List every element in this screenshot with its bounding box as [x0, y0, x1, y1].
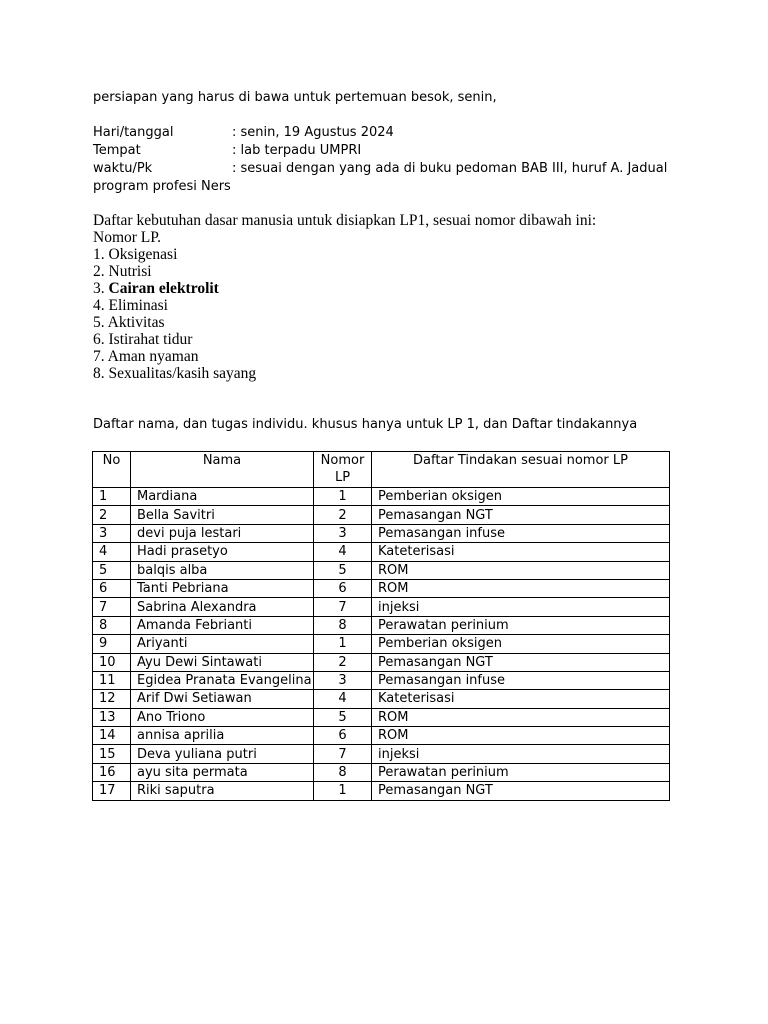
- info-row-date: [93, 124, 693, 142]
- cell-tindakan: Pemasangan infuse: [372, 671, 670, 689]
- cell-nomor-lp: 4: [314, 543, 372, 561]
- lp-item: [93, 348, 596, 365]
- cell-nomor-lp: 1: [314, 782, 372, 800]
- table-heading: Daftar nama, dan tugas individu. khusus hanya untuk LP 1, dan Daftar tindakannya: [93, 417, 638, 432]
- cell-nama: balqis alba: [131, 561, 314, 579]
- cell-nama: Hadi prasetyo: [131, 543, 314, 561]
- cell-nama: annisa aprilia: [131, 727, 314, 745]
- meeting-info: [93, 124, 693, 196]
- table-row: [93, 671, 670, 689]
- lp-item-number: 6.: [93, 331, 105, 348]
- cell-nomor-lp: 2: [314, 506, 372, 524]
- header-nomor-lp: Nomor LP: [314, 452, 372, 488]
- cell-no: 17: [93, 782, 131, 800]
- table-row: [93, 635, 670, 653]
- table-row: [93, 561, 670, 579]
- lp-subheading: Nomor LP.: [93, 229, 162, 246]
- cell-nomor-lp: 2: [314, 653, 372, 671]
- header-tindakan: Daftar Tindakan sesuai nomor LP: [372, 452, 670, 488]
- lp-item-label: Eliminasi: [108, 297, 168, 314]
- lp-item-number: 3.: [93, 280, 105, 297]
- cell-no: 9: [93, 635, 131, 653]
- cell-nomor-lp: 8: [314, 616, 372, 634]
- lp-item-number: 4.: [93, 297, 105, 314]
- cell-nomor-lp: 5: [314, 708, 372, 726]
- lp-item-label: Aktivitas: [107, 314, 165, 331]
- cell-nomor-lp: 6: [314, 579, 372, 597]
- lp-item-label: Cairan elektrolit: [108, 280, 219, 297]
- lp-item-label: Sexualitas/kasih sayang: [108, 365, 257, 382]
- intro-text: persiapan yang harus di bawa untuk pertemuan besok, senin,: [93, 90, 497, 105]
- cell-no: 11: [93, 671, 131, 689]
- cell-tindakan: Perawatan perinium: [372, 616, 670, 634]
- table-row: [93, 727, 670, 745]
- cell-no: 1: [93, 488, 131, 506]
- cell-tindakan: Pemberian oksigen: [372, 635, 670, 653]
- lp-heading: Daftar kebutuhan dasar manusia untuk disiapkan LP1, sesuai nomor dibawah ini:: [93, 212, 597, 229]
- lp-item: [93, 246, 596, 263]
- cell-tindakan: Pemasangan NGT: [372, 506, 670, 524]
- cell-nomor-lp: 7: [314, 745, 372, 763]
- place-value: : lab terpadu UMPRI: [232, 143, 362, 158]
- date-label: Hari/tanggal: [93, 125, 174, 140]
- cell-tindakan: ROM: [372, 579, 670, 597]
- cell-no: 13: [93, 708, 131, 726]
- cell-tindakan: Kateterisasi: [372, 690, 670, 708]
- cell-nomor-lp: 4: [314, 690, 372, 708]
- cell-no: 16: [93, 763, 131, 781]
- cell-nomor-lp: 6: [314, 727, 372, 745]
- cell-nama: Riki saputra: [131, 782, 314, 800]
- cell-nama: Deva yuliana putri: [131, 745, 314, 763]
- cell-no: 7: [93, 598, 131, 616]
- cell-nama: ayu sita permata: [131, 763, 314, 781]
- info-row-place: [93, 142, 693, 160]
- lp-item: [93, 365, 596, 382]
- table-row: [93, 653, 670, 671]
- date-value: : senin, 19 Agustus 2024: [232, 125, 394, 140]
- table-row: [93, 763, 670, 781]
- lp-item: [93, 280, 596, 297]
- cell-nomor-lp: 3: [314, 671, 372, 689]
- table-row: [93, 690, 670, 708]
- cell-no: 3: [93, 524, 131, 542]
- lp-item: [93, 297, 596, 314]
- cell-tindakan: ROM: [372, 727, 670, 745]
- lp-item-label: Aman nyaman: [107, 348, 199, 365]
- cell-nama: Mardiana: [131, 488, 314, 506]
- cell-no: 5: [93, 561, 131, 579]
- lp-item-label: Nutrisi: [108, 263, 152, 280]
- lp-item-number: 7.: [93, 348, 105, 365]
- cell-nama: Arif Dwi Setiawan: [131, 690, 314, 708]
- assignment-table: [92, 451, 670, 801]
- cell-tindakan: ROM: [372, 708, 670, 726]
- lp-item-number: 2.: [93, 263, 105, 280]
- lp-item-label: Oksigenasi: [108, 246, 178, 263]
- cell-nama: Bella Savitri: [131, 506, 314, 524]
- info-row-time: [93, 160, 693, 178]
- table-row: [93, 745, 670, 763]
- lp-item: [93, 314, 596, 331]
- table-row: [93, 782, 670, 800]
- header-no: No: [93, 452, 131, 488]
- lp-item-number: 5.: [93, 314, 105, 331]
- cell-nomor-lp: 1: [314, 635, 372, 653]
- table-row: [93, 506, 670, 524]
- cell-tindakan: Pemasangan NGT: [372, 782, 670, 800]
- cell-tindakan: Pemasangan NGT: [372, 653, 670, 671]
- time-value-continued: program profesi Ners: [93, 179, 231, 194]
- cell-nama: Tanti Pebriana: [131, 579, 314, 597]
- cell-nomor-lp: 7: [314, 598, 372, 616]
- table-row: [93, 488, 670, 506]
- cell-nama: Sabrina Alexandra: [131, 598, 314, 616]
- lp-item: [93, 331, 596, 348]
- cell-no: 14: [93, 727, 131, 745]
- cell-nama: Ano Triono: [131, 708, 314, 726]
- cell-tindakan: Kateterisasi: [372, 543, 670, 561]
- place-label: Tempat: [93, 143, 141, 158]
- lp-section: [93, 212, 596, 382]
- table-body: [93, 488, 670, 801]
- table-row: [93, 708, 670, 726]
- lp-item-label: Istirahat tidur: [108, 331, 193, 348]
- cell-tindakan: Pemasangan infuse: [372, 524, 670, 542]
- cell-no: 4: [93, 543, 131, 561]
- cell-nomor-lp: 8: [314, 763, 372, 781]
- table-row: [93, 598, 670, 616]
- lp-list: [93, 246, 596, 382]
- cell-no: 10: [93, 653, 131, 671]
- cell-nama: devi puja lestari: [131, 524, 314, 542]
- cell-no: 12: [93, 690, 131, 708]
- cell-tindakan: injeksi: [372, 598, 670, 616]
- cell-no: 15: [93, 745, 131, 763]
- cell-no: 6: [93, 579, 131, 597]
- time-value: : sesuai dengan yang ada di buku pedoman BAB III, huruf A. Jadual: [232, 161, 668, 176]
- lp-item-number: 8.: [93, 365, 105, 382]
- cell-no: 2: [93, 506, 131, 524]
- table-row: [93, 524, 670, 542]
- cell-tindakan: injeksi: [372, 745, 670, 763]
- cell-nomor-lp: 5: [314, 561, 372, 579]
- cell-nomor-lp: 3: [314, 524, 372, 542]
- cell-nama: Amanda Febrianti: [131, 616, 314, 634]
- header-nama: Nama: [131, 452, 314, 488]
- table-header-row: [93, 452, 670, 488]
- cell-nama: Egidea Pranata Evangelina: [131, 671, 314, 689]
- table-row: [93, 579, 670, 597]
- cell-tindakan: Perawatan perinium: [372, 763, 670, 781]
- lp-item-number: 1.: [93, 246, 105, 263]
- cell-tindakan: ROM: [372, 561, 670, 579]
- cell-tindakan: Pemberian oksigen: [372, 488, 670, 506]
- lp-item: [93, 263, 596, 280]
- cell-nomor-lp: 1: [314, 488, 372, 506]
- cell-nama: Ayu Dewi Sintawati: [131, 653, 314, 671]
- table-row: [93, 543, 670, 561]
- table-row: [93, 616, 670, 634]
- cell-no: 8: [93, 616, 131, 634]
- cell-nama: Ariyanti: [131, 635, 314, 653]
- time-label: waktu/Pk: [93, 161, 153, 176]
